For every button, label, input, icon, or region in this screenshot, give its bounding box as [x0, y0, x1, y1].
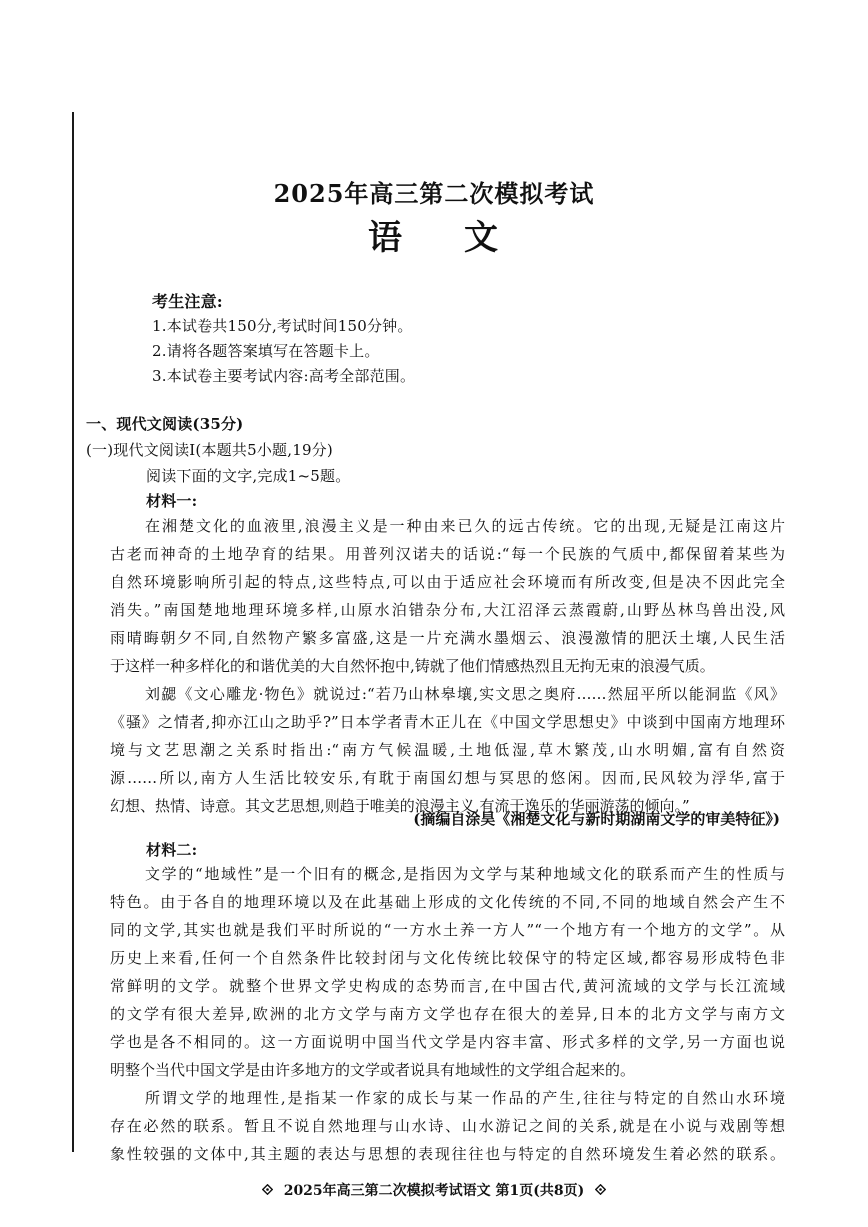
subject-title: 语文	[368, 218, 560, 258]
text-line: 刘勰《文心雕龙·物色》就说过:“若乃山林皋壤,实文思之奥府……然屈平所以能洞监《风》	[145, 685, 785, 703]
notice-item-2: 2.请将各题答案填写在答题卡上。	[152, 342, 380, 360]
diamond-icon	[262, 1183, 273, 1199]
material1-paragraph-2	[110, 680, 785, 820]
material1-source: (摘编自涂昊《湘楚文化与新时期湖南文学的审美特征》)	[413, 810, 780, 828]
page-footer	[0, 1180, 868, 1200]
text-line: 常鲜明的文学。就整个世界文学史构成的态势而言,在中国古代,黄河流域的文学与长江流域	[110, 977, 785, 995]
notice-item-1: 1.本试卷共150分,考试时间150分钟。	[152, 317, 413, 335]
diamond-icon	[595, 1183, 606, 1199]
text-line: 明整个当代中国文学是由许多地方的文学或者说具有地域性的文学组合起来的。	[110, 1061, 636, 1079]
material1-paragraph-1	[110, 512, 785, 680]
text-line: 于这样一种多样化的和谐优美的大自然怀抱中,铸就了他们情感热烈且无拘无束的浪漫气质。	[110, 657, 715, 675]
section-instruction: 阅读下面的文字,完成1~5题。	[146, 467, 351, 485]
text-line: 学也是各不相同的。这一方面说明中国当代文学是内容丰富、形式多样的文学,另一方面也说	[110, 1033, 785, 1051]
text-line: 历史上来看,任何一个自然条件比较封闭与文化传统比较保守的特定区域,都容易形成特色非	[110, 949, 785, 967]
text-line: 消失。”南国楚地地理环境多样,山原水泊错杂分布,大江沼泽云蒸霞蔚,山野丛林鸟兽出没,风	[110, 601, 785, 619]
notice-item-3: 3.本试卷主要考试内容:高考全部范围。	[152, 367, 416, 385]
text-line: 所谓文学的地理性,是指某一作家的成长与某一作品的产生,往往与特定的自然山水环境	[145, 1089, 785, 1107]
footer-text: 2025年高三第二次模拟考试语文 第1页(共8页)	[283, 1183, 585, 1199]
text-line: 文学的“地域性”是一个旧有的概念,是指因为文学与某种地域文化的联系而产生的性质与	[145, 865, 785, 883]
notice-heading: 考生注意:	[152, 292, 223, 311]
text-line: 境与文艺思潮之关系时指出:“南方气候温暖,土地低湿,草木繁茂,山水明媚,富有自然资	[110, 741, 785, 759]
exam-title: 2025年高三第二次模拟考试	[273, 179, 595, 208]
binding-margin-line	[72, 112, 74, 1152]
text-line: 象性较强的文体中,其主题的表达与思想的表现往往也与特定的自然环境发生着必然的联系。	[110, 1145, 785, 1163]
text-line: 存在必然的联系。暂且不说自然地理与山水诗、山水游记之间的关系,就是在小说与戏剧等想	[110, 1117, 785, 1135]
text-line: 源……所以,南方人生活比较安乐,有耽于南国幻想与冥思的悠闲。因而,民风较为浮华,富于	[110, 769, 785, 787]
material2-paragraph-2	[110, 1084, 785, 1168]
section-heading: 一、现代文阅读(35分)	[86, 415, 244, 433]
material2-paragraph-1	[110, 860, 785, 1084]
text-line: 古老而神奇的土地孕育的结果。用普列汉诺夫的话说:“每一个民族的气质中,都保留着某些为	[110, 545, 785, 563]
text-line: 雨晴晦朝夕不同,自然物产繁多富盛,这是一片充满水墨烟云、浪漫激情的肥沃土壤,人民生活	[110, 629, 785, 647]
text-line: 在湘楚文化的血液里,浪漫主义是一种由来已久的远古传统。它的出现,无疑是江南这片	[145, 517, 785, 535]
material2-label: 材料二:	[146, 841, 198, 859]
section-subheading: (一)现代文阅读Ⅰ(本题共5小题,19分)	[86, 441, 333, 459]
text-line: 幻想、热情、诗意。其文艺思想,则趋于唯美的浪漫主义,有流于逸乐的华丽游荡的倾向。”	[110, 797, 690, 815]
material1-label: 材料一:	[146, 492, 198, 510]
text-line: 《骚》之情者,抑亦江山之助乎?”日本学者青木正儿在《中国文学思想史》中谈到中国南方地理环	[110, 713, 785, 731]
text-line: 同的文学,其实也就是我们平时所说的“一方水土养一方人”“一个地方有一个地方的文学”。从	[110, 921, 785, 939]
text-line: 特色。由于各自的地理环境以及在此基础上形成的文化传统的不同,不同的地域自然会产生不	[110, 893, 785, 911]
text-line: 自然环境影响所引起的特点,这些特点,可以由于适应社会环境而有所改变,但是决不因此完全	[110, 573, 785, 591]
text-line: 的文学有很大差异,欧洲的北方文学与南方文学也存在很大的差异,日本的北方文学与南方文	[110, 1005, 785, 1023]
